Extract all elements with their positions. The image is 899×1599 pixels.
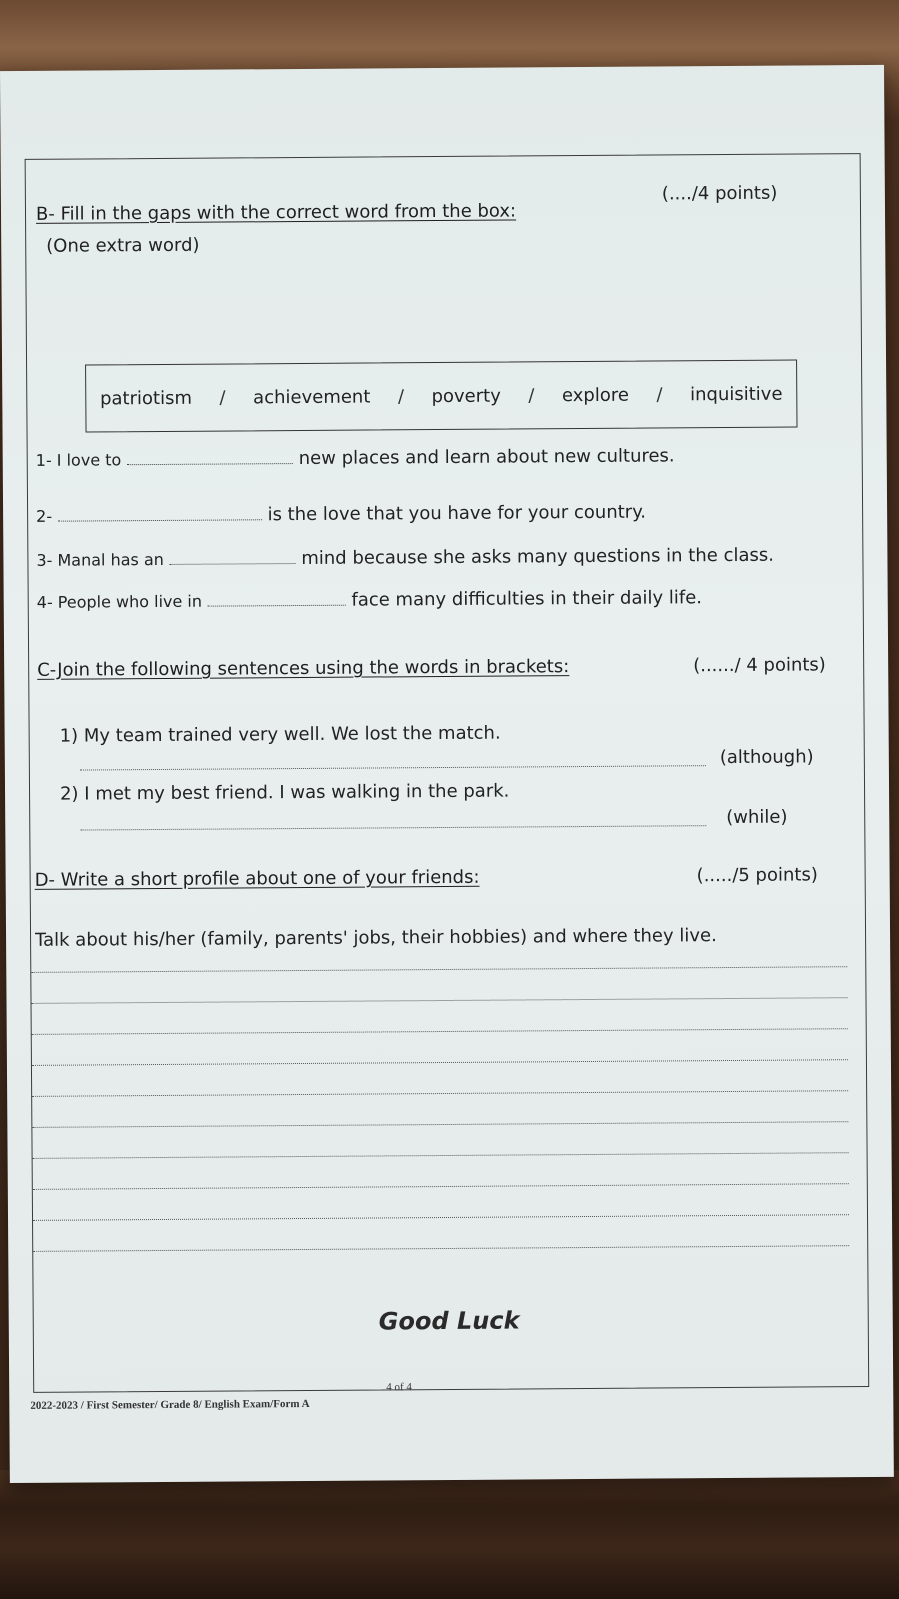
gap-item-2-before: 2- xyxy=(36,506,53,526)
word-inquisitive: inquisitive xyxy=(690,383,783,405)
gap-blank-1[interactable] xyxy=(127,449,293,465)
writing-line[interactable] xyxy=(32,997,848,1004)
writing-line[interactable] xyxy=(33,1214,849,1221)
word-separator: / xyxy=(656,383,663,406)
section-b-note: (One extra word) xyxy=(46,234,200,257)
gap-item-2-after: is the love that you have for your country. xyxy=(267,501,647,526)
word-explore: explore xyxy=(561,384,629,406)
join-sentence-1: 1) My team trained very well. We lost the match. xyxy=(59,722,501,747)
exam-page xyxy=(0,65,894,1483)
writing-line[interactable] xyxy=(33,1245,849,1252)
word-patriotism: patriotism xyxy=(99,387,193,409)
writing-line[interactable] xyxy=(31,966,847,973)
section-b-points: (..../4 points) xyxy=(661,182,778,205)
writing-line[interactable] xyxy=(32,1121,848,1128)
word-achievement: achievement xyxy=(253,386,371,408)
section-d-heading: D- Write a short profile about one of your friends: xyxy=(34,866,480,891)
writing-line[interactable] xyxy=(33,1183,849,1190)
join-answer-line-1[interactable] xyxy=(80,751,706,770)
section-b-heading: B- Fill in the gaps with the correct word from the box: xyxy=(35,200,517,225)
join-hint-1: (although) xyxy=(719,746,814,769)
join-answer-line-2[interactable] xyxy=(80,811,706,830)
table-surface xyxy=(0,1470,899,1599)
gap-blank-3[interactable] xyxy=(170,549,296,565)
good-luck-text: Good Luck xyxy=(378,1306,520,1336)
gap-item-4 xyxy=(37,587,702,613)
word-separator: / xyxy=(397,385,405,407)
word-box xyxy=(85,360,797,433)
gap-item-4-after: face many difficulties in their daily life. xyxy=(351,587,703,611)
section-c-points: (....../ 4 points) xyxy=(693,654,826,677)
join-hint-2: (while) xyxy=(726,806,788,829)
writing-line[interactable] xyxy=(33,1152,849,1159)
exam-footer: 2022-2023 / First Semester/ Grade 8/ English Exam/Form A xyxy=(30,1397,310,1412)
writing-line[interactable] xyxy=(32,1028,848,1035)
section-c-heading: C-Join the following sentences using the words in brackets: xyxy=(37,656,570,681)
gap-item-4-before: 4- People who live in xyxy=(36,591,203,612)
page-number: 4 of 4 xyxy=(386,1381,412,1394)
gap-item-3-after: mind because she asks many questions in the class. xyxy=(301,544,775,569)
word-poverty: poverty xyxy=(431,385,501,407)
section-d-prompt: Talk about his/her (family, parents' jobs, their hobbies) and where they live. xyxy=(35,925,717,951)
gap-blank-2[interactable] xyxy=(58,505,262,521)
gap-item-3 xyxy=(36,545,774,571)
gap-blank-4[interactable] xyxy=(208,591,346,607)
gap-item-2 xyxy=(36,502,646,527)
section-d-points: (...../5 points) xyxy=(696,864,818,887)
writing-line[interactable] xyxy=(32,1059,848,1066)
join-sentence-2: 2) I met my best friend. I was walking in the park. xyxy=(59,780,510,805)
gap-item-1-after: new places and learn about new cultures. xyxy=(298,445,675,470)
word-separator: / xyxy=(219,387,226,409)
gap-item-3-before: 3- Manal has an xyxy=(36,549,164,570)
word-separator: / xyxy=(528,384,535,406)
writing-line[interactable] xyxy=(32,1090,848,1097)
page-frame xyxy=(25,153,870,1412)
gap-item-1 xyxy=(36,445,675,470)
gap-item-1-before: 1- I love to xyxy=(35,450,122,470)
